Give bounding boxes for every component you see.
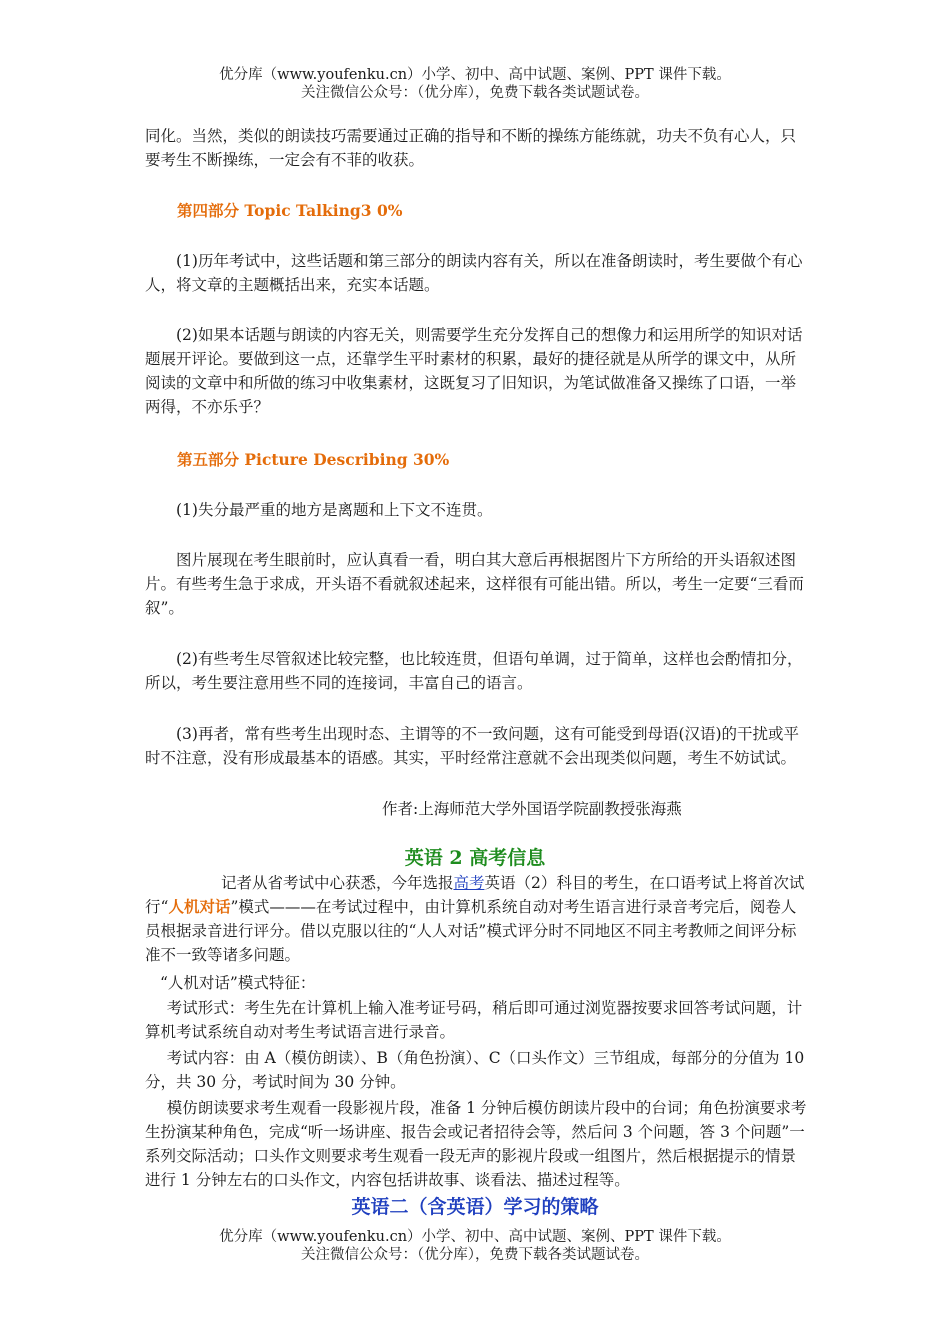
part5-paragraph-2: 图片展现在考生眼前时，应认真看一看，明白其大意后再根据图片下方所给的开头语叙述图片。有些考生急于求成，开头语不看就叙述起来，这样很有可能出错。所以，考生一定要“三看而叙”。 — [145, 551, 804, 617]
exam-details-paragraph: 模仿朗读要求考生观看一段影视片段，准备 1 分钟后模仿朗读片段中的台词；角色扮演要求考生扮演某种角色，完成“听一场讲座、报告会或记者招待会等，然后问 3 个问题，答 3 个问题”一系列交际活动；口头作文则要求考生观看一段无声的影视片段或一组图片，然后根据提示的情景进行 1 分钟左右的口头作文，内容包括讲故事、谈看法、描述过程等。 — [145, 1099, 807, 1189]
page-footer — [0, 1228, 950, 1264]
author-line: 作者:上海师范大学外国语学院副教授张海燕 — [382, 800, 682, 818]
section2-paragraph-1 — [145, 871, 809, 967]
section-title-strategy: 英语二（含英语）学习的策略 — [351, 1196, 599, 1218]
exam-form-paragraph: 考试形式：考生先在计算机上输入准考证号码，稍后即可通过浏览器按要求回答考试问题，计算机考试系统自动对考生考试语言进行录音。 — [145, 999, 803, 1041]
highlight-human-machine: 人机对话 — [168, 897, 231, 916]
part4-heading: 第四部分 Topic Talking3 0% — [177, 201, 403, 220]
part5-paragraph-3: (2)有些考生尽管叙述比较完整，也比较连贯，但语句单调，过于简单，这样也会酌情扣分，所以，考生要注意用些不同的连接词，丰富自己的语言。 — [145, 650, 803, 692]
part5-heading: 第五部分 Picture Describing 30% — [177, 450, 450, 469]
footer-line-2: 关注微信公众号：（优分库），免费下载各类试题试卷。 — [301, 1247, 649, 1263]
section-title-english2: 英语 2 高考信息 — [404, 847, 546, 869]
part5-paragraph-1: (1)失分最严重的地方是离题和上下文不连贯。 — [176, 501, 493, 519]
part4-paragraph-1: (1)历年考试中，这些话题和第三部分的朗读内容有关，所以在准备朗读时，考生要做个有心人，将文章的主题概括出来，充实本话题。 — [145, 252, 803, 294]
paragraph-text: 记者从省考试中心获悉，今年选报 — [220, 874, 454, 892]
gaokao-link[interactable]: 高考 — [453, 874, 485, 892]
page-header — [0, 66, 950, 102]
part4-paragraph-2: (2)如果本话题与朗读的内容无关，则需要学生充分发挥自己的想像力和运用所学的知识对话题展开评论。要做到这一点，还靠学生平时素材的积累，最好的捷径就是从所学的课文中，从所阅读的文章中和所做的练习中收集素材，这既复习了旧知识，为笔试做准备又操练了口语，一举两得，不亦乐乎？ — [145, 326, 803, 416]
intro-continuation: 同化。当然，类似的朗读技巧需要通过正确的指导和不断的操练方能练就，功夫不负有心人，只要考生不断操练，一定会有不菲的收获。 — [145, 127, 797, 169]
header-line-1: 优分库（www.youfenku.cn）小学、初中、高中试题、案例、PPT 课件下载。 — [219, 67, 731, 83]
paragraph-text: ”模式———在考试过程中，由计算机系统自动对考生语言进行录音考完后，阅卷人员根据录音进行评分。借以克服以往的“人人对话”模式评分时不同地区不同主考教师之间评分标准不一致等诸多问题。 — [145, 898, 797, 964]
paragraph-text: 英语（2）科目的考生，在口语考试上将首次试行“ — [145, 874, 805, 916]
footer-line-1: 优分库（www.youfenku.cn）小学、初中、高中试题、案例、PPT 课件下载。 — [219, 1229, 731, 1245]
header-line-2: 关注微信公众号：（优分库），免费下载各类试题试卷。 — [301, 85, 649, 101]
part5-paragraph-4: (3)再者，常有些考生出现时态、主谓等的不一致问题，这有可能受到母语(汉语)的干扰或平时不注意，没有形成最基本的语感。其实，平时经常注意就不会出现类似问题，考生不妨试试。 — [145, 725, 800, 767]
features-label: “人机对话”模式特征： — [160, 974, 316, 992]
exam-content-paragraph: 考试内容：由 A（模仿朗读）、B（角色扮演）、C（口头作文）三节组成，每部分的分值为 10 分，共 30 分，考试时间为 30 分钟。 — [145, 1049, 805, 1091]
